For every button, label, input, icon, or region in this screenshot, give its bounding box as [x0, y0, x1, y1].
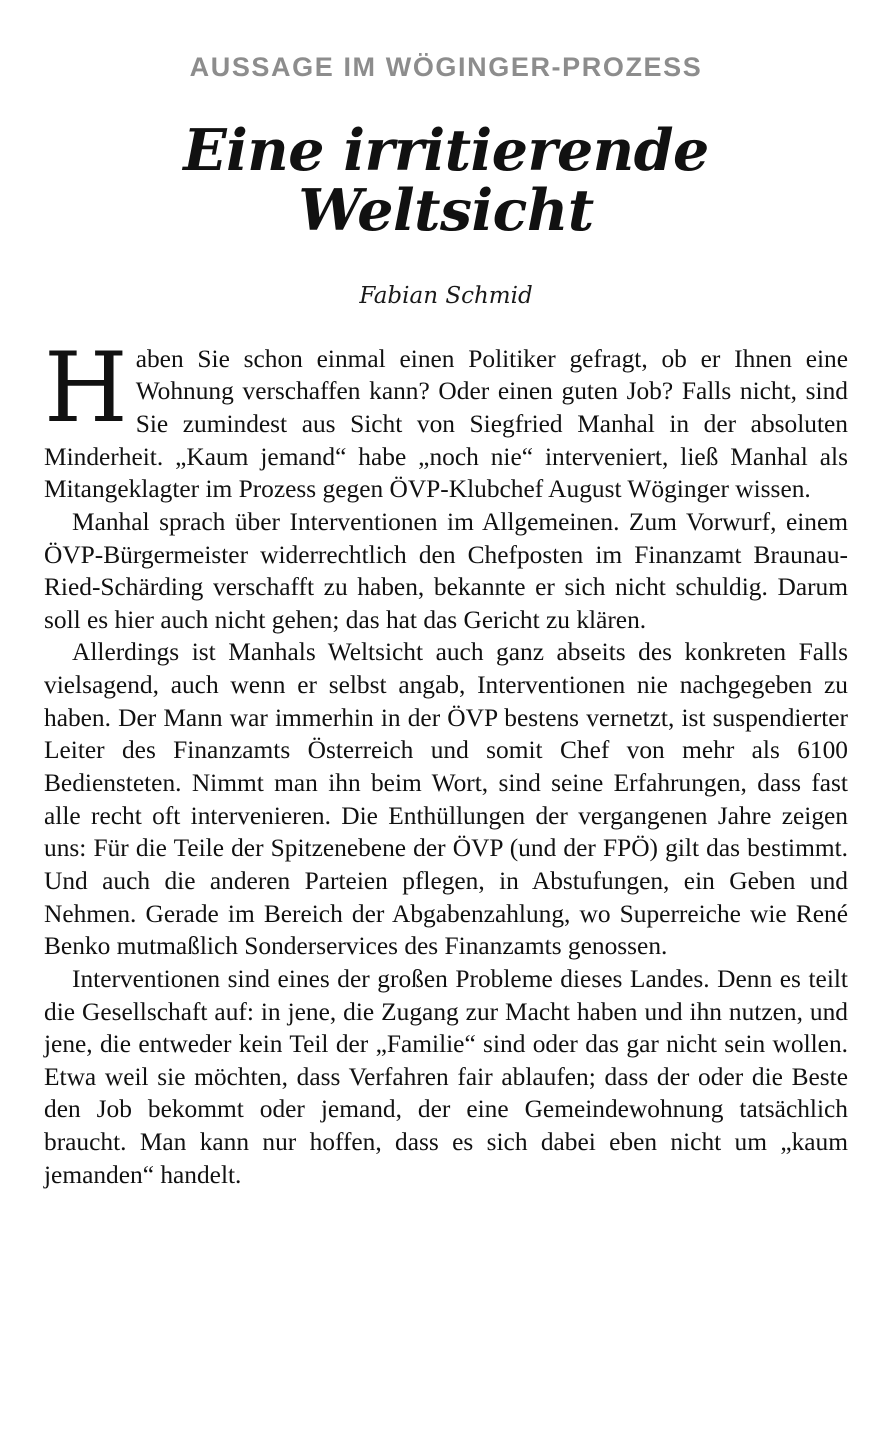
- article-paragraph: Manhal sprach über Interventionen im Allgemeinen. Zum Vorwurf, einem ÖVP-Bürgermeister widerrechtlich den Chefposten im Finanzamt Braunau-Ried-Schärding verschafft zu haben, bekannte er sich nicht schuldig. Darum soll es hier auch nicht gehen; das hat das Gericht zu klären.: [44, 507, 848, 634]
- drop-cap: H: [44, 331, 128, 444]
- page-title: Eine irritierende Weltsicht: [183, 117, 709, 244]
- page-bottom-fade: [0, 1430, 892, 1456]
- article-body: [44, 331, 848, 1192]
- article-paragraph: [44, 331, 848, 506]
- article-page: [0, 52, 892, 1456]
- article-paragraph: Allerdings ist Manhals Weltsicht auch ganz abseits des konkreten Falls vielsagend, auch wenn er selbst angab, Interventionen nie nachgegeben zu haben. Der Mann war immerhin in der ÖVP bestens vernetzt, ist suspendierter Leiter des Finanzamts Österreich und somit Chef von mehr als 6100 Bediensteten. Nimmt man ihn beim Wort, sind seine Erfahrungen, dass fast alle recht oft intervenieren. Die Enthüllungen der vergangenen Jahre zeigen uns: Für die Teile der Spitzenebene der ÖVP (und der FPÖ) gilt das bestimmt. Und auch die anderen Parteien pflegen, in Abstufungen, ein Geben und Nehmen. Gerade im Bereich der Abgabenzahlung, wo Superreiche wie René Benko mutmaßlich Sonderservices des Finanzamts genossen.: [44, 638, 848, 961]
- article-kicker: AUSSAGE IM WÖGINGER-PROZESS: [189, 52, 703, 82]
- article-paragraph: Interventionen sind eines der großen Probleme dieses Landes. Denn es teilt die Gesellschaft auf: in jene, die Zugang zur Macht haben und ihn nutzen, und jene, die entweder kein Teil der „Familie“ sind oder das gar nicht sein wollen. Etwa weil sie möchten, dass Verfahren fair ablaufen; dass der oder die Beste den Job bekommt oder jemand, der eine Gemeindewohnung tatsächlich braucht. Man kann nur hoffen, dass es sich dabei eben nicht um „kaum jemanden“ handelt.: [44, 964, 848, 1189]
- article-paragraph-text: aben Sie schon einmal einen Politiker gefragt, ob er Ihnen eine Wohnung verschaffen kann? Oder einen guten Job? Falls nicht, sind Sie zumindest aus Sicht von Siegfried Manhal in der absoluten Minderheit. „Kaum jemand“ habe „noch nie“ interveniert, ließ Manhal als Mitangeklagter im Prozess gegen ÖVP-Klubchef August Wöginger wissen.: [44, 344, 848, 504]
- article-byline: Fabian Schmid: [359, 282, 533, 309]
